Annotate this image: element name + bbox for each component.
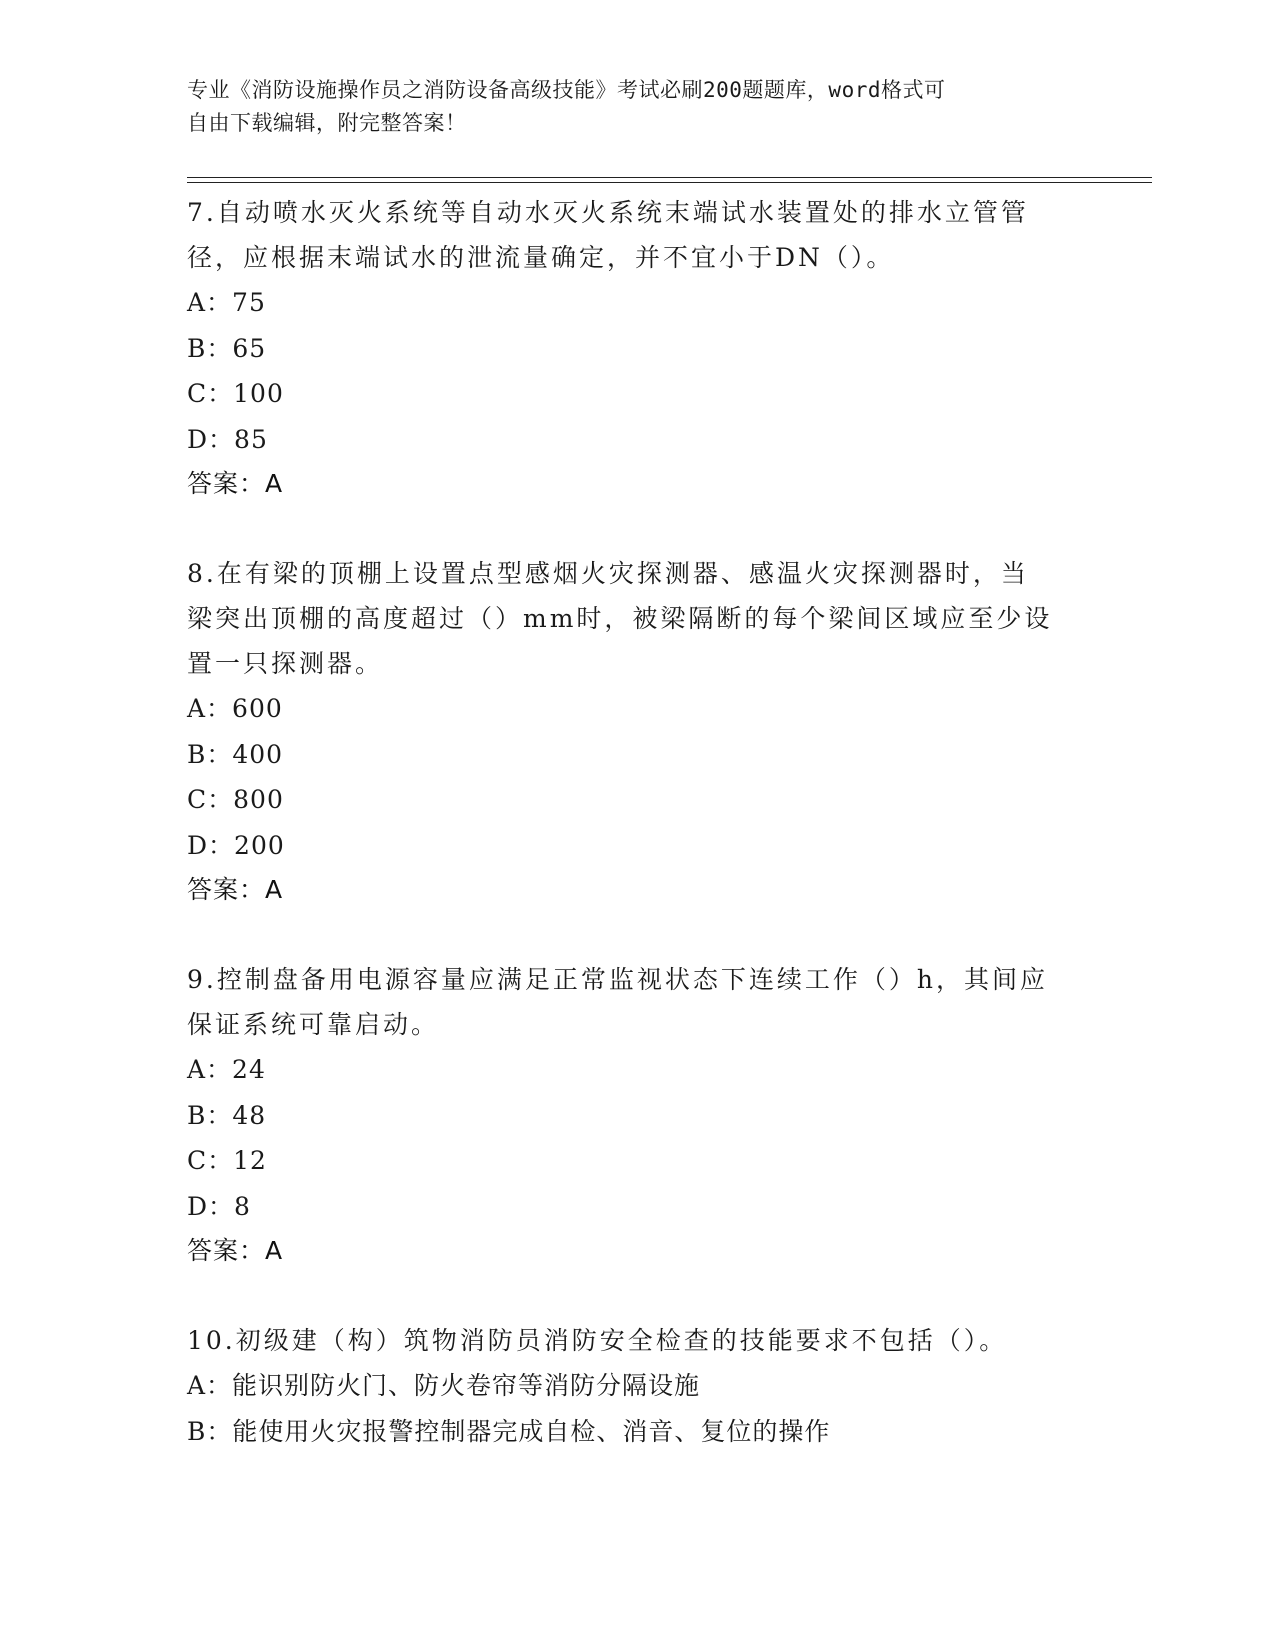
header-line-2: 自由下载编辑，附完整答案！ [187,111,467,135]
question-9 [187,957,1087,1273]
option-a: A：600 [187,694,283,723]
answer-line: 答案：A [187,469,284,498]
option-b: B：能使用火灾报警控制器完成自检、消音、复位的操作 [187,1416,831,1446]
option-b: B：65 [187,333,267,363]
question-7 [187,190,1087,506]
question-text-line: 梁突出顶棚的高度超过（）mm时，被梁隔断的每个梁间区域应至少设 [187,604,1053,633]
question-text-line: 保证系统可靠启动。 [187,1010,440,1039]
option-c: C：800 [187,785,284,814]
question-8 [187,551,1087,912]
document-header [187,74,1067,140]
header-divider-top [187,177,1152,178]
spacer [187,506,1087,551]
option-b: B：48 [187,1100,267,1130]
option-c: C：100 [187,379,284,408]
header-line-1: 专业《消防设施操作员之消防设备高级技能》考试必刷200题题库，word格式可 [187,78,946,102]
question-text-line: 7.自动喷水灭火系统等自动水灭火系统末端试水装置处的排水立管管 [187,198,1029,227]
question-text-line: 8.在有梁的顶棚上设置点型感烟火灾探测器、感温火灾探测器时，当 [187,559,1029,588]
header-divider-bottom [187,182,1152,183]
option-a: A：75 [187,288,266,317]
question-text-line: 10.初级建（构）筑物消防员消防安全检查的技能要求不包括（）。 [187,1326,1008,1355]
option-d: D：8 [187,1191,251,1221]
spacer [187,1273,1087,1318]
spacer [187,912,1087,957]
question-text-line: 置一只探测器。 [187,649,384,678]
question-text-line: 径，应根据末端试水的泄流量确定，并不宜小于DN（）。 [187,243,895,272]
answer-line: 答案：A [187,875,284,904]
option-d: D：85 [187,424,268,454]
option-a: A：能识别防火门、防火卷帘等消防分隔设施 [187,1371,701,1400]
question-10 [187,1318,1087,1454]
option-a: A：24 [187,1055,266,1084]
question-text-line: 9.控制盘备用电源容量应满足正常监视状态下连续工作（）h，其间应 [187,965,1048,994]
option-d: D：200 [187,830,285,860]
option-c: C：12 [187,1146,267,1175]
option-b: B：400 [187,739,284,769]
answer-line: 答案：A [187,1236,284,1265]
question-list [187,190,1087,1454]
